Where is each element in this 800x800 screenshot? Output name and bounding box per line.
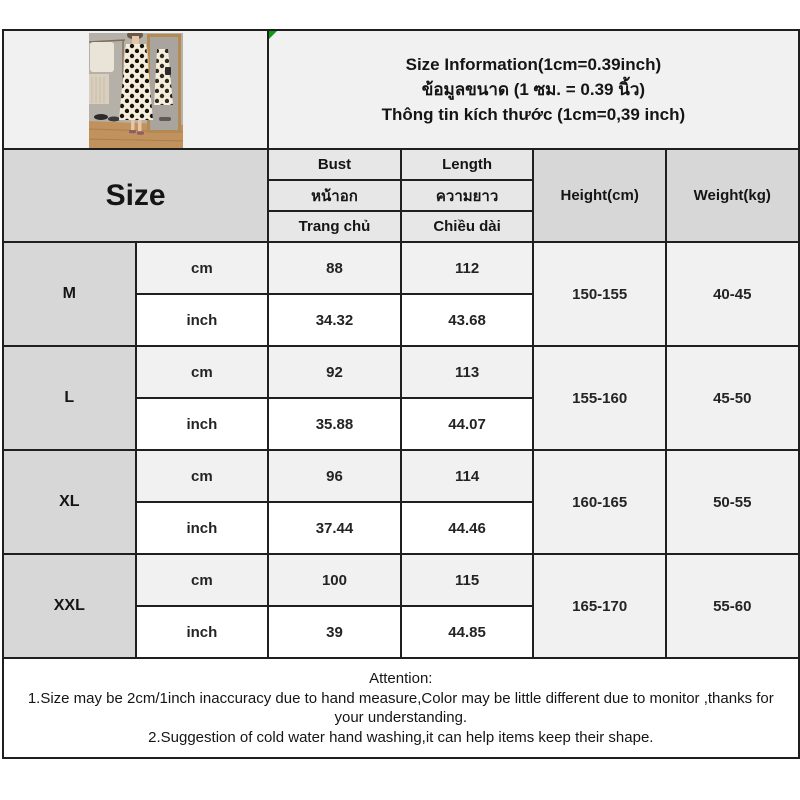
sandal [137,132,144,135]
weight-value: 55-60 [666,554,799,658]
length-inch-value: 44.46 [401,502,534,554]
sandal [129,130,136,133]
product-image-cell [3,30,268,149]
model-neck [132,36,139,44]
product-photo [89,33,183,148]
weight-value: 40-45 [666,242,799,346]
unit-label-inch: inch [136,398,269,450]
unit-label-cm: cm [136,450,269,502]
attention-row [3,658,799,758]
table-row-xl-cm [3,450,799,502]
unit-label-inch: inch [136,606,269,658]
cell-comment-marker-icon [269,31,277,39]
unit-label-cm: cm [136,554,269,606]
height-value: 160-165 [533,450,666,554]
height-value: 150-155 [533,242,666,346]
weight-value: 45-50 [666,346,799,450]
length-cm-value: 114 [401,450,534,502]
table-row-l-cm [3,346,799,398]
length-inch-value: 43.68 [401,294,534,346]
attention-cell [3,658,799,758]
size-column-header: Size [3,149,268,242]
bust-header-vi: Trang chủ [268,211,401,242]
attention-note-2: 2.Suggestion of cold water hand washing,it can help items keep their shape. [148,728,654,746]
size-info-title-en: Size Information(1cm=0.39inch) [405,55,662,74]
length-cm-value: 115 [401,554,534,606]
bust-cm-value: 96 [268,450,401,502]
length-inch-value: 44.07 [401,398,534,450]
model-leg [131,120,135,131]
hanging-garment [90,42,114,72]
length-header-vi: Chiều dài [401,211,534,242]
unit-label-cm: cm [136,346,269,398]
size-info-title-vi: Thông tin kích thước (1cm=0,39 inch) [381,105,686,124]
bust-header-th: หน้าอก [268,180,401,211]
column-header-row-1 [3,149,799,180]
unit-label-inch: inch [136,502,269,554]
shoes-on-floor [108,117,120,122]
length-inch-value: 44.85 [401,606,534,658]
unit-label-cm: cm [136,242,269,294]
model-leg [138,120,142,131]
shoes-on-floor [94,114,108,120]
bust-header-en: Bust [268,149,401,180]
size-label: M [3,242,136,346]
bust-cm-value: 88 [268,242,401,294]
unit-label-inch: inch [136,294,269,346]
attention-note-1: 1.Size may be 2cm/1inch inaccuracy due to hand measure,Color may be little different due to monitor ,thanks for your understanding. [27,689,774,726]
height-value: 155-160 [533,346,666,450]
height-value: 165-170 [533,554,666,658]
length-cm-value: 112 [401,242,534,294]
bust-cm-value: 100 [268,554,401,606]
size-info-title-th: ข้อมูลขนาด (1 ซม. = 0.39 นิ้ว) [421,80,646,99]
length-header-en: Length [401,149,534,180]
length-cm-value: 113 [401,346,534,398]
size-info-header-cell [268,30,798,149]
height-column-header: Height(cm) [533,149,666,242]
size-label: XXL [3,554,136,658]
bust-inch-value: 34.32 [268,294,401,346]
weight-column-header: Weight(kg) [666,149,799,242]
length-header-th: ความยาว [401,180,534,211]
bust-inch-value: 39 [268,606,401,658]
size-chart-table [2,29,800,759]
size-label: L [3,346,136,450]
attention-title: Attention: [369,670,433,687]
bust-inch-value: 35.88 [268,398,401,450]
bust-inch-value: 37.44 [268,502,401,554]
table-row-xxl-cm [3,554,799,606]
size-label: XL [3,450,136,554]
table-row-m-cm [3,242,799,294]
bust-cm-value: 92 [268,346,401,398]
weight-value: 50-55 [666,450,799,554]
header-row [3,30,799,149]
